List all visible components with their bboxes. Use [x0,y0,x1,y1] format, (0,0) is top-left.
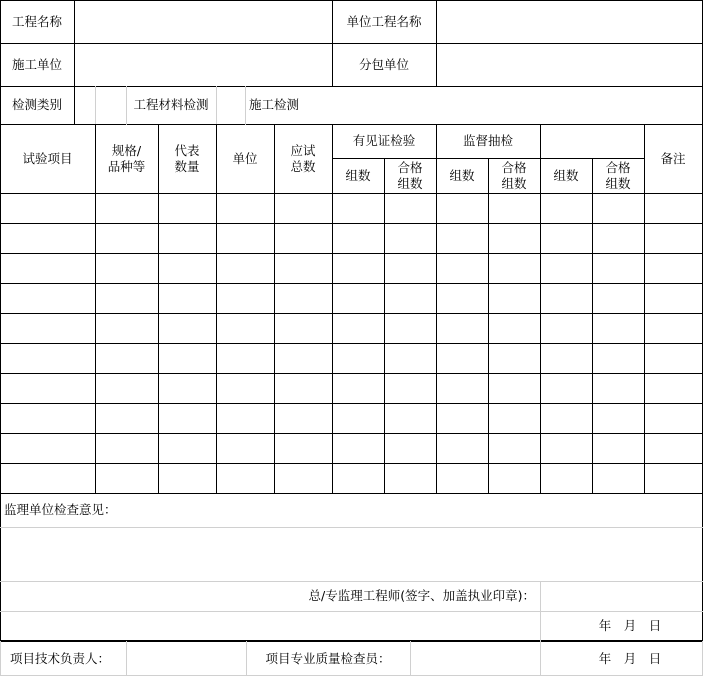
data-cell[interactable] [1,314,95,343]
unit-project-name-label: 单位工程名称 [346,13,422,29]
data-cell[interactable] [489,464,540,493]
data-cell[interactable] [217,224,274,253]
data-cell[interactable] [437,374,488,403]
data-cell[interactable] [217,374,274,403]
quality-inspector-field[interactable] [411,643,539,675]
data-cell[interactable] [96,194,158,223]
data-cell[interactable] [541,374,592,403]
header-total [274,124,332,193]
data-cell[interactable] [385,254,436,283]
data-cell[interactable] [385,314,436,343]
header-total-line1: 应试 [290,142,316,158]
data-cell[interactable] [159,254,216,283]
data-cell[interactable] [541,254,592,283]
data-cell[interactable] [333,284,384,313]
data-cell[interactable] [489,194,540,223]
grid-line [540,641,541,676]
data-cell[interactable] [593,284,644,313]
data-cell[interactable] [159,404,216,433]
project-name-field[interactable] [75,1,331,42]
data-cell[interactable] [217,284,274,313]
data-cell[interactable] [489,374,540,403]
header-pass-line2: 组数 [605,175,631,191]
data-cell[interactable] [541,224,592,253]
data-cell[interactable] [437,404,488,433]
data-cell[interactable] [437,254,488,283]
data-cell[interactable] [593,194,644,223]
data-cell[interactable] [437,194,488,223]
subcontractor-label: 分包单位 [358,56,409,72]
supervising-engineer-label: 总/专监理工程师(签字、加盖执业印章)： [308,588,535,603]
data-cell[interactable] [217,404,274,433]
data-cell[interactable] [96,374,158,403]
header-pass-line1: 合格 [397,159,423,175]
data-cell[interactable] [385,284,436,313]
data-cell[interactable] [159,344,216,373]
data-cell[interactable] [1,224,95,253]
supervising-engineer-signature[interactable] [541,582,701,610]
tech-lead-field[interactable] [127,643,245,675]
data-cell[interactable] [1,434,95,463]
data-cell[interactable] [333,224,384,253]
test-category-label: 检测类别 [11,97,62,112]
footer-date: 年 月 日 [598,651,662,666]
data-cell[interactable] [385,464,436,493]
data-cell[interactable] [645,194,702,223]
header-supervision-check: 监督抽检 [462,133,513,148]
header-groups: 组数 [449,167,475,183]
data-cell[interactable] [159,434,216,463]
header-test-item: 试验项目 [22,150,73,166]
data-cell[interactable] [385,374,436,403]
data-cell[interactable] [437,434,488,463]
data-cell[interactable] [437,344,488,373]
data-cell[interactable] [385,434,436,463]
data-cell[interactable] [275,464,332,493]
project-name-label: 工程名称 [11,13,62,29]
data-cell[interactable] [275,344,332,373]
data-cell[interactable] [159,224,216,253]
data-cell[interactable] [1,284,95,313]
data-cell[interactable] [275,404,332,433]
data-cell[interactable] [159,374,216,403]
contractor-label: 施工单位 [11,56,62,72]
construction-test-checkbox[interactable] [217,87,244,123]
header-pass-groups [488,158,540,193]
header-pass-groups [592,158,644,193]
data-cell[interactable] [593,374,644,403]
data-cell[interactable] [541,314,592,343]
data-cell[interactable] [645,224,702,253]
data-cell[interactable] [96,314,158,343]
grid-line [245,86,246,125]
data-cell[interactable] [593,344,644,373]
data-cell[interactable] [437,314,488,343]
data-cell[interactable] [275,314,332,343]
data-cell[interactable] [593,404,644,433]
data-cell[interactable] [159,314,216,343]
data-cell[interactable] [275,254,332,283]
data-cell[interactable] [593,314,644,343]
data-cell[interactable] [645,404,702,433]
data-cell[interactable] [541,464,592,493]
data-cell[interactable] [1,374,95,403]
data-cell[interactable] [593,464,644,493]
subcontractor-field[interactable] [437,44,701,85]
tech-lead-label: 项目技术负责人： [9,651,110,666]
data-cell[interactable] [275,284,332,313]
data-cell[interactable] [437,464,488,493]
data-cell[interactable] [437,224,488,253]
data-cell[interactable] [333,404,384,433]
header-spec-line1: 规格/ [111,142,142,158]
data-cell[interactable] [385,224,436,253]
data-cell[interactable] [489,254,540,283]
data-cell[interactable] [645,344,702,373]
data-cell[interactable] [645,254,702,283]
data-cell[interactable] [489,404,540,433]
material-test-checkbox[interactable] [96,87,125,123]
data-cell[interactable] [159,194,216,223]
data-cell[interactable] [1,404,95,433]
data-cell[interactable] [96,344,158,373]
data-cell[interactable] [217,344,274,373]
data-cell[interactable] [385,344,436,373]
quality-inspector-label: 项目专业质量检查员： [265,651,391,666]
header-spec-line2: 品种等 [107,158,146,174]
header-pass-line2: 组数 [501,175,527,191]
header-pass-line1: 合格 [501,159,527,175]
header-pass-line2: 组数 [397,175,423,191]
header-spec [95,124,158,193]
data-cell[interactable] [489,434,540,463]
data-cell[interactable] [593,254,644,283]
data-cell[interactable] [593,434,644,463]
header-pass-line1: 合格 [605,159,631,175]
data-cell[interactable] [593,224,644,253]
data-cell[interactable] [385,404,436,433]
data-cell[interactable] [96,464,158,493]
data-cell[interactable] [96,404,158,433]
header-witness-test: 有见证检验 [352,133,416,148]
data-cell[interactable] [437,284,488,313]
header-representative-qty [158,124,216,193]
data-cell[interactable] [541,434,592,463]
header-groups: 组数 [345,167,371,183]
data-cell[interactable] [333,464,384,493]
header-pass-groups [384,158,436,193]
header-rep-line1: 代表 [174,142,200,158]
data-cell[interactable] [1,464,95,493]
data-cell[interactable] [1,254,95,283]
data-cell[interactable] [96,434,158,463]
header-unit: 单位 [232,150,258,166]
data-cell[interactable] [489,284,540,313]
data-cell[interactable] [1,194,95,223]
category-material: 工程材料检测 [133,97,209,112]
data-cell[interactable] [645,374,702,403]
data-cell[interactable] [96,224,158,253]
data-cell[interactable] [217,254,274,283]
supervision-opinion-label: 监理单位检查意见： [4,502,117,517]
data-cell[interactable] [333,314,384,343]
data-cell[interactable] [96,284,158,313]
data-cell[interactable] [541,344,592,373]
data-cell[interactable] [645,434,702,463]
data-cell[interactable] [645,284,702,313]
data-cell[interactable] [159,464,216,493]
data-cell[interactable] [275,434,332,463]
data-cell[interactable] [541,404,592,433]
data-cell[interactable] [275,224,332,253]
data-cell[interactable] [159,284,216,313]
data-cell[interactable] [489,224,540,253]
data-cell[interactable] [217,464,274,493]
supervision-opinion-field[interactable] [1,528,701,580]
data-cell[interactable] [541,194,592,223]
data-cell[interactable] [217,194,274,223]
data-cell[interactable] [96,254,158,283]
data-cell[interactable] [333,254,384,283]
data-cell[interactable] [645,314,702,343]
header-remarks: 备注 [660,150,686,166]
data-cell[interactable] [333,434,384,463]
data-cell[interactable] [645,464,702,493]
data-cell[interactable] [333,194,384,223]
data-cell[interactable] [489,314,540,343]
category-construction: 施工检测 [249,97,300,112]
header-groups: 组数 [553,167,579,183]
data-cell[interactable] [333,374,384,403]
unit-project-name-field[interactable] [437,1,701,42]
data-cell[interactable] [541,284,592,313]
data-cell[interactable] [333,344,384,373]
data-cell[interactable] [1,344,95,373]
data-cell[interactable] [275,194,332,223]
header-total-line2: 总数 [290,158,316,174]
data-cell[interactable] [385,194,436,223]
data-cell[interactable] [217,314,274,343]
data-cell[interactable] [217,434,274,463]
supervision-date: 年 月 日 [598,618,662,633]
header-rep-line2: 数量 [174,158,200,174]
contractor-field[interactable] [75,44,331,85]
data-cell[interactable] [275,374,332,403]
data-cell[interactable] [489,344,540,373]
